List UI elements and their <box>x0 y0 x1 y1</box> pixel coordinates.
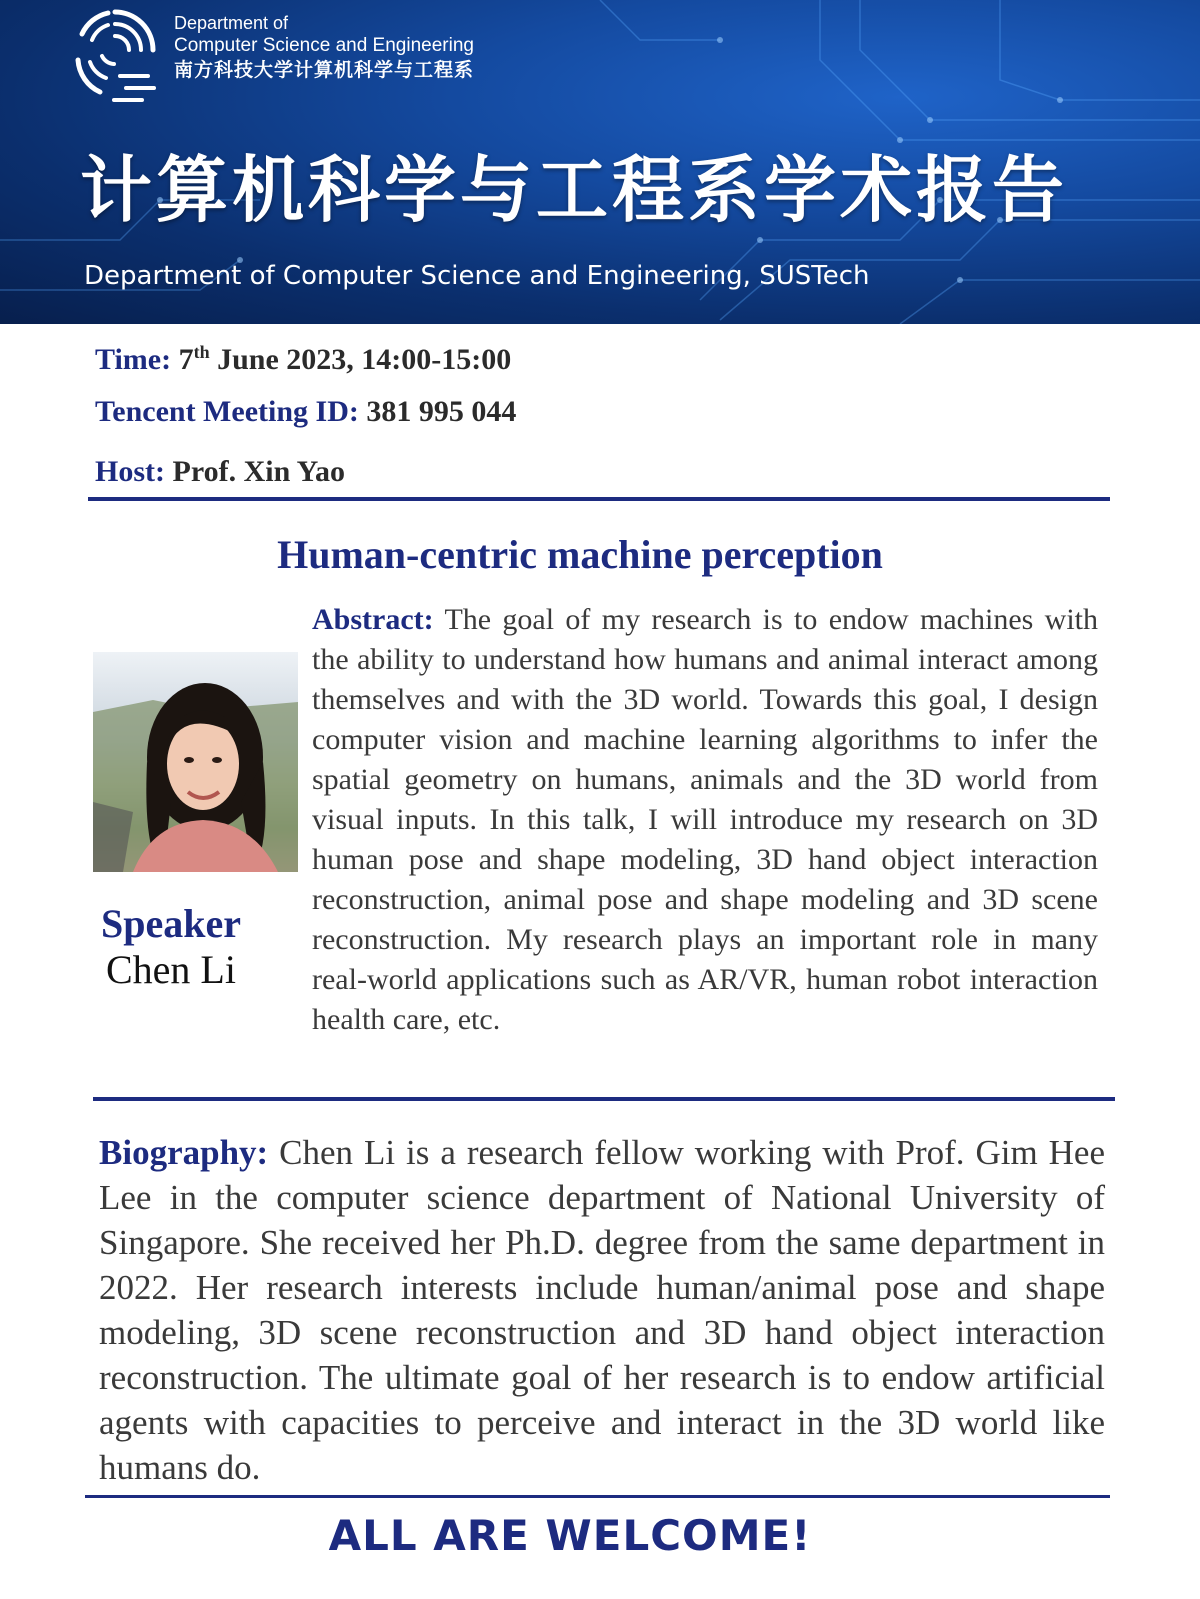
divider-top <box>88 497 1110 501</box>
abstract-paragraph <box>312 600 1098 1040</box>
abstract-text: The goal of my research is to endow machines with the ability to understand how humans and animal interact among themselves and with the 3D world. Towards this goal, I design computer vision and machine learning algorithms to infer the spatial geometry on humans, animals and the 3D world from visual inputs. In this talk, I will introduce my research on 3D human pose and shape modeling, 3D hand object interaction reconstruction, animal pose and shape modeling and 3D scene reconstruction. My research plays an important role in many real-world applications such as AR/VR, human robot interaction health care, etc. <box>312 603 1098 1036</box>
biography-text: Chen Li is a research fellow working with Prof. Gim Hee Lee in the computer science department of National University of Singapore. She received her Ph.D. degree from the same department in 2022. Her research interests include human/animal pose and shape modeling, 3D scene reconstruction and 3D hand object interaction reconstruction. The ultimate goal of her research is to endow artificial agents with capacities to perceive and interact in the 3D world like humans do. <box>99 1133 1105 1487</box>
speaker-portrait-icon <box>93 652 298 872</box>
department-name-block <box>174 12 474 84</box>
time-ordinal-suffix: th <box>193 342 210 362</box>
time-value <box>179 343 512 376</box>
time-label: Time: <box>95 343 172 376</box>
department-logo-icon <box>70 4 160 112</box>
welcome-banner: ALL ARE WELCOME! <box>328 1511 812 1560</box>
talk-title: Human-centric machine perception <box>277 532 883 577</box>
speaker-photo <box>93 652 298 872</box>
host-row <box>95 452 345 492</box>
meeting-label: Tencent Meeting ID: <box>95 395 359 428</box>
meeting-value: 381 995 044 <box>366 395 517 428</box>
dept-name-en-line2: Computer Science and Engineering <box>174 35 474 56</box>
host-label: Host: <box>95 455 165 488</box>
time-date-rest: June 2023, 14:00-15:00 <box>209 343 512 376</box>
page-title: 计算机科学与工程系学术报告 <box>80 148 1069 232</box>
divider-middle <box>93 1097 1115 1101</box>
biography-paragraph <box>99 1130 1105 1490</box>
header-banner <box>0 0 1200 324</box>
time-day: 7 <box>178 343 194 376</box>
speaker-label: Speaker <box>101 901 241 946</box>
dept-name-en-line1: Department of <box>174 13 289 33</box>
page-subtitle: Department of Computer Science and Engineering, SUSTech <box>84 261 870 291</box>
biography-label: Biography: <box>99 1133 269 1172</box>
divider-bottom <box>85 1495 1110 1498</box>
time-row <box>95 332 511 380</box>
dept-name-cn: 南方科技大学计算机科学与工程系 <box>174 60 475 81</box>
meeting-row <box>95 392 516 432</box>
host-value: Prof. Xin Yao <box>172 455 345 488</box>
abstract-label: Abstract: <box>312 603 434 636</box>
speaker-name: Chen Li <box>106 947 236 992</box>
